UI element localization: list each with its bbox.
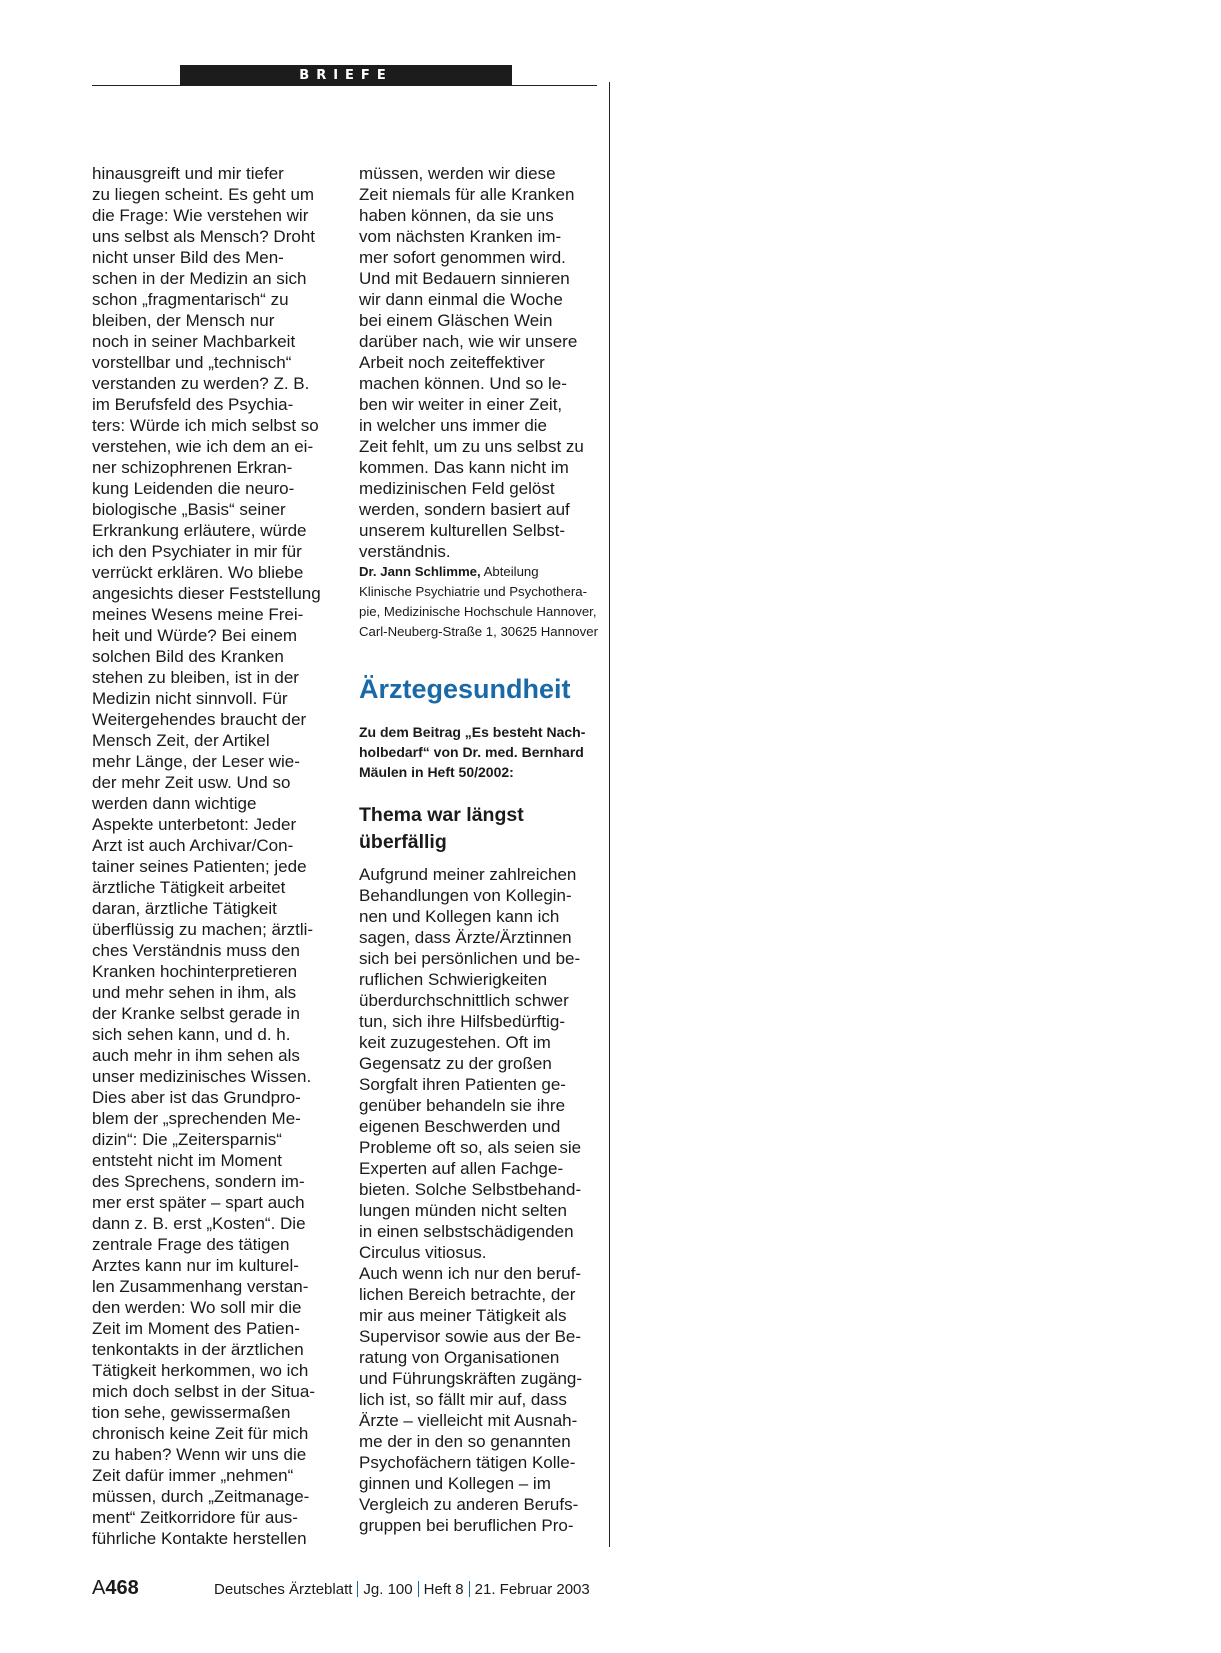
text-line: Erkrankung erläutere, würde [92,521,307,540]
text-line: überflüssig zu machen; ärztli- [92,920,314,939]
text-line: vorstellbar und „technisch“ [92,353,292,372]
text-line: angesichts dieser Feststellung [92,584,321,603]
journal-name: Deutsches Ärzteblatt [214,1581,353,1598]
text-line: stehen zu bleiben, ist in der [92,668,299,687]
text-line: ruflichen Schwierigkeiten [359,970,548,989]
text-line: des Sprechens, sondern im- [92,1172,305,1191]
letter-body-text [359,864,604,1536]
text-line: bei einem Gläschen Wein [359,311,553,330]
text-line: nen und Kollegen kann ich [359,907,560,926]
text-line: Aufgrund meiner zahlreichen [359,865,577,884]
text-line: meines Wesens meine Frei- [92,605,304,624]
text-line: Medizin nicht sinnvoll. Für [92,689,288,708]
text-line: len Zusammenhang verstan- [92,1277,309,1296]
text-line: ner schizophrenen Erkran- [92,458,293,477]
signature-author: Dr. Jann Schlimme, [359,564,481,579]
text-line: schen in der Medizin an sich [92,269,307,288]
text-line: Ärzte – vielleicht mit Ausnah- [359,1411,578,1430]
text-line: uns selbst als Mensch? Droht [92,227,315,246]
text-line: führliche Kontakte herstellen [92,1529,307,1548]
right-column [359,163,604,1536]
headline-line: Thema war längst [359,804,524,826]
text-line: Zeit niemals für alle Kranken [359,185,575,204]
text-line: Sorgfalt ihren Patienten ge- [359,1075,566,1094]
separator [357,1581,358,1597]
text-line: in welcher uns immer die [359,416,548,435]
text-line: Auch wenn ich nur den beruf- [359,1264,582,1283]
text-line: wir dann einmal die Woche [359,290,563,309]
text-line: verstanden zu werden? Z. B. [92,374,310,393]
text-line: werden dann wichtige [92,794,257,813]
text-line: lichen Bereich betrachte, der [359,1285,576,1304]
text-line: Circulus vitiosus. [359,1243,487,1262]
text-line: verrückt erklären. Wo bliebe [92,563,304,582]
text-line: Arbeit noch zeiteffektiver [359,353,545,372]
text-line: Tätigkeit herkommen, wo ich [92,1361,309,1380]
text-line: Kranken hochinterpretieren [92,962,298,981]
text-line: machen können. Und so le- [359,374,567,393]
letter-headline [359,802,604,856]
text-line: dizin“: Die „Zeitersparnis“ [92,1130,282,1149]
text-line: mer sofort genommen wird. [359,248,566,267]
text-line: Probleme oft so, als seien sie [359,1138,582,1157]
text-line: werden, sondern basiert auf [359,500,570,519]
text-line: sich sehen kann, und d. h. [92,1025,291,1044]
text-line: Mensch Zeit, der Artikel [92,731,270,750]
text-line: eigenen Beschwerden und [359,1117,561,1136]
text-line: tainer seines Patienten; jede [92,857,307,876]
text-line: Vergleich zu anderen Berufs- [359,1495,579,1514]
text-line: tenkontakts in der ärztlichen [92,1340,304,1359]
text-line: daran, ärztliche Tätigkeit [92,899,277,918]
text-line: medizinischen Feld gelöst [359,479,555,498]
text-line: ches Verständnis muss den [92,941,300,960]
left-column [92,163,337,1549]
text-line: Behandlungen von Kollegin- [359,886,572,905]
text-line: ters: Würde ich mich selbst so [92,416,319,435]
text-line: vom nächsten Kranken im- [359,227,562,246]
text-line: tun, sich ihre Hilfsbedürftig- [359,1012,565,1031]
text-line: ginnen und Kollegen – im [359,1474,551,1493]
publication-info [214,1581,590,1598]
text-line: bleiben, der Mensch nur [92,311,275,330]
text-line: darüber nach, wie wir unsere [359,332,578,351]
text-line: und Führungskräften zugäng- [359,1369,583,1388]
text-line: nicht unser Bild des Men- [92,248,284,267]
text-line: sagen, dass Ärzte/Ärztinnen [359,928,572,947]
text-line: unser medizinisches Wissen. [92,1067,312,1086]
text-line: im Berufsfeld des Psychia- [92,395,294,414]
text-line: ich den Psychiater in mir für [92,542,302,561]
signature-line: Carl-Neuberg-Straße 1, 30625 Hannover [359,624,598,639]
text-line: mich doch selbst in der Situa- [92,1382,315,1401]
text-line: dann z. B. erst „Kosten“. Die [92,1214,306,1233]
text-line: hinausgreift und mir tiefer [92,164,284,183]
text-line: tion sehe, gewissermaßen [92,1403,291,1422]
text-line: gruppen bei beruflichen Pro- [359,1516,574,1535]
text-line: und mehr sehen in ihm, als [92,983,297,1002]
issue-date: 21. Februar 2003 [474,1581,590,1598]
text-line: Arztes kann nur im kulturel- [92,1256,299,1275]
text-line: Dies aber ist das Grundpro- [92,1088,301,1107]
left-column-text [92,163,337,1549]
page-number: A468 [92,1577,139,1599]
text-line: verstehen, wie ich dem an ei- [92,437,314,456]
text-line: me der in den so genannten [359,1432,571,1451]
signature-line: Klinische Psychiatrie und Psychothera- [359,584,587,599]
text-line: Supervisor sowie aus der Be- [359,1327,582,1346]
text-line: lich ist, so fällt mir auf, dass [359,1390,567,1409]
text-line: Experten auf allen Fachge- [359,1159,564,1178]
section-header: BRIEFE [180,65,512,86]
headline-line: überfällig [359,831,447,853]
text-line: Zeit dafür immer „nehmen“ [92,1466,294,1485]
text-line: Arzt ist auch Archivar/Con- [92,836,294,855]
text-line: mehr Länge, der Leser wie- [92,752,300,771]
article-reference [359,722,604,782]
text-line: auch mehr in ihm sehen als [92,1046,300,1065]
text-line: noch in seiner Machbarkeit [92,332,296,351]
text-line: der Kranke selbst gerade in [92,1004,300,1023]
separator [418,1581,419,1597]
letter-continuation-text [359,163,604,562]
text-line: zu haben? Wenn wir uns die [92,1445,307,1464]
text-line: keit zuzugestehen. Oft im [359,1033,551,1052]
text-line: die Frage: Wie verstehen wir [92,206,309,225]
section-title: Ärztegesundheit [359,674,571,704]
text-line: chronisch keine Zeit für mich [92,1424,309,1443]
text-line: genüber behandeln sie ihre [359,1096,566,1115]
text-line: kung Leidenden die neuro- [92,479,295,498]
text-line: Und mit Bedauern sinnieren [359,269,570,288]
text-line: solchen Bild des Kranken [92,647,284,666]
text-line: ratung von Organisationen [359,1348,560,1367]
text-line: zentrale Frage des tätigen [92,1235,290,1254]
text-line: ben wir weiter in einer Zeit, [359,395,563,414]
reference-line: Zu dem Beitrag „Es besteht Nach- [359,724,586,740]
text-line: blem der „sprechenden Me- [92,1109,301,1128]
text-line: bieten. Solche Selbstbehand- [359,1180,582,1199]
text-line: in einen selbstschädigenden [359,1222,574,1241]
text-line: der mehr Zeit usw. Und so [92,773,291,792]
text-line: sich bei persönlichen und be- [359,949,581,968]
text-line: Psychofächern tätigen Kolle- [359,1453,576,1472]
reference-line: Mäulen in Heft 50/2002: [359,764,514,780]
text-line: biologische „Basis“ seiner [92,500,286,519]
text-line: schon „fragmentarisch“ zu [92,290,289,309]
text-line: Zeit im Moment des Patien- [92,1319,300,1338]
text-line: heit und Würde? Bei einem [92,626,298,645]
page-footer [92,1577,602,1605]
issue: Heft 8 [423,1581,464,1598]
text-line: Zeit fehlt, um zu uns selbst zu [359,437,584,456]
letter-signature [359,562,604,642]
text-line: zu liegen scheint. Es geht um [92,185,315,204]
volume: Jg. 100 [363,1581,413,1598]
text-line: den werden: Wo soll mir die [92,1298,302,1317]
text-line: verständnis. [359,542,451,561]
text-line: entsteht nicht im Moment [92,1151,282,1170]
text-line: haben können, da sie uns [359,206,554,225]
text-line: überdurchschnittlich schwer [359,991,569,1010]
text-line: Aspekte unterbetont: Jeder [92,815,297,834]
text-line: mir aus meiner Tätigkeit als [359,1306,567,1325]
text-line: lungen münden nicht selten [359,1201,567,1220]
text-line: mer erst später – spart auch [92,1193,305,1212]
text-line: müssen, durch „Zeitmanage- [92,1487,310,1506]
text-line: ärztliche Tätigkeit arbeitet [92,878,286,897]
text-line: müssen, werden wir diese [359,164,556,183]
separator [469,1581,470,1597]
column-rule [609,82,610,1547]
text-line: ment“ Zeitkorridore für aus- [92,1508,298,1527]
signature-line: Dr. Jann Schlimme, Abteilung [359,564,539,579]
text-line: Gegensatz zu der großen [359,1054,552,1073]
text-line: kommen. Das kann nicht im [359,458,569,477]
reference-line: holbedarf“ von Dr. med. Bernhard [359,744,584,760]
signature-line: pie, Medizinische Hochschule Hannover, [359,604,597,619]
text-line: unserem kulturellen Selbst- [359,521,565,540]
text-line: Weitergehendes braucht der [92,710,307,729]
